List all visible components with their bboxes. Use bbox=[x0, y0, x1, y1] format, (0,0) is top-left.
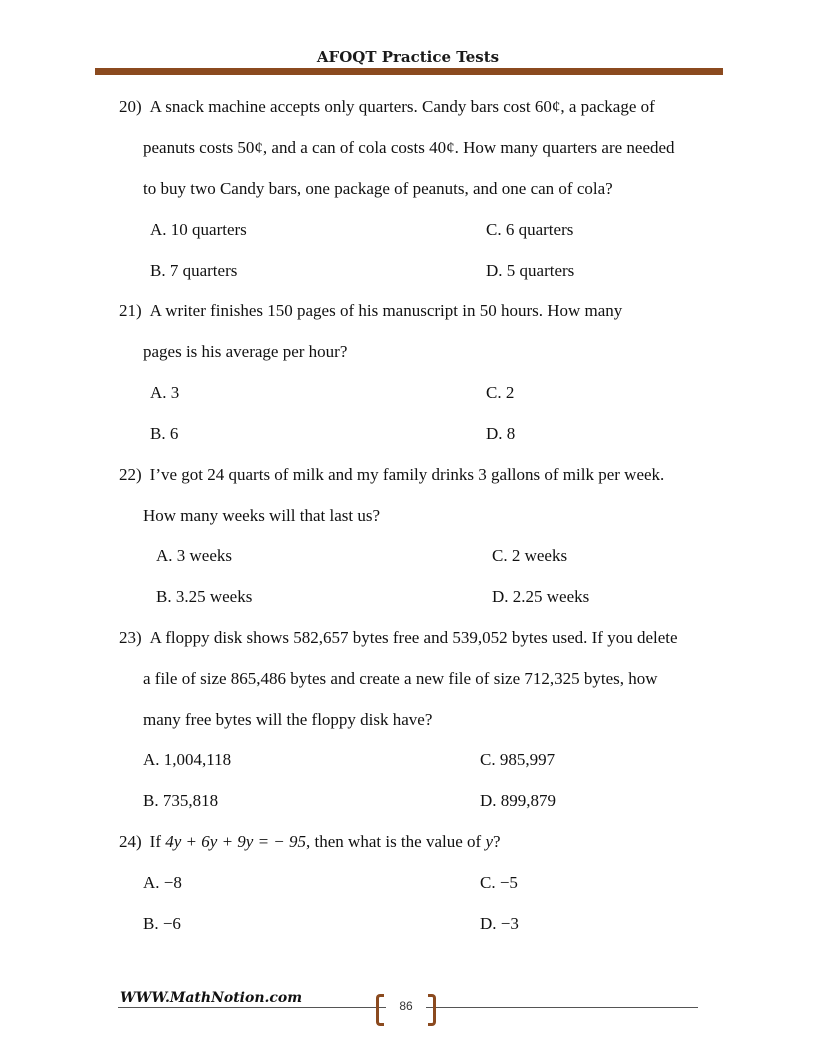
question-text-line: many free bytes will the floppy disk have? bbox=[143, 710, 433, 729]
question-text-line: I’ve got 24 quarts of milk and my family drinks 3 gallons of milk per week. bbox=[149, 465, 665, 484]
answer-option-a: A. 10 quarters bbox=[150, 220, 247, 239]
page-title: AFOQT Practice Tests bbox=[316, 48, 500, 66]
answer-option-b: B. 6 bbox=[150, 424, 179, 443]
question-text-line: pages is his average per hour? bbox=[143, 342, 348, 361]
answer-option-c: C. 2 weeks bbox=[492, 546, 568, 565]
question-text-line: A writer finishes 150 pages of his manuscript in 50 hours. How many bbox=[149, 301, 623, 320]
question-number: 23) bbox=[119, 628, 142, 647]
answer-option-c: C. 985,997 bbox=[480, 750, 556, 769]
answer-option-c: C. 6 quarters bbox=[486, 220, 574, 239]
question-number: 22) bbox=[119, 465, 142, 484]
question-text-line: How many weeks will that last us? bbox=[143, 506, 381, 525]
question-number: 21) bbox=[119, 301, 142, 320]
answer-option-b: B. 3.25 weeks bbox=[156, 587, 253, 606]
question-text-segment: , then what is the value of bbox=[306, 832, 486, 851]
right-bracket-icon bbox=[428, 994, 436, 1026]
answer-option-a: A. −8 bbox=[143, 873, 182, 892]
question-text-segment: If bbox=[149, 832, 166, 851]
question-number: 24) bbox=[119, 832, 142, 851]
math-variable: y bbox=[485, 832, 493, 851]
page-number: 86 bbox=[386, 999, 426, 1013]
question-text-segment: ? bbox=[492, 832, 501, 851]
question-text-line: to buy two Candy bars, one package of peanuts, and one can of cola? bbox=[143, 179, 613, 198]
answer-option-a: A. 1,004,118 bbox=[143, 750, 232, 769]
answer-option-d: D. 5 quarters bbox=[486, 261, 575, 280]
question-text-line: peanuts costs 50¢, and a can of cola costs 40¢. How many quarters are needed bbox=[143, 138, 675, 157]
question-number: 20) bbox=[119, 97, 142, 116]
answer-option-d: D. 8 bbox=[486, 424, 516, 443]
left-bracket-icon bbox=[376, 994, 384, 1026]
answer-option-b: B. −6 bbox=[143, 914, 181, 933]
answer-option-c: C. 2 bbox=[486, 383, 515, 402]
answer-option-b: B. 7 quarters bbox=[150, 261, 238, 280]
answer-option-a: A. 3 bbox=[150, 383, 180, 402]
header-divider bbox=[95, 68, 723, 75]
question-text-line: A snack machine accepts only quarters. Candy bars cost 60¢, a package of bbox=[149, 97, 655, 116]
answer-option-d: D. 899,879 bbox=[480, 791, 557, 810]
website-link[interactable]: WWW.MathNotion.com bbox=[120, 990, 303, 1006]
answer-option-d: D. 2.25 weeks bbox=[492, 587, 590, 606]
answer-option-b: B. 735,818 bbox=[143, 791, 219, 810]
answer-option-a: A. 3 weeks bbox=[156, 546, 233, 565]
equation: 4y + 6y + 9y = − 95 bbox=[165, 832, 307, 851]
question-text-line: a file of size 865,486 bytes and create a new file of size 712,325 bytes, how bbox=[143, 669, 658, 688]
question-text-line: A floppy disk shows 582,657 bytes free and 539,052 bytes used. If you delete bbox=[149, 628, 678, 647]
answer-option-d: D. −3 bbox=[480, 914, 519, 933]
answer-option-c: C. −5 bbox=[480, 873, 518, 892]
